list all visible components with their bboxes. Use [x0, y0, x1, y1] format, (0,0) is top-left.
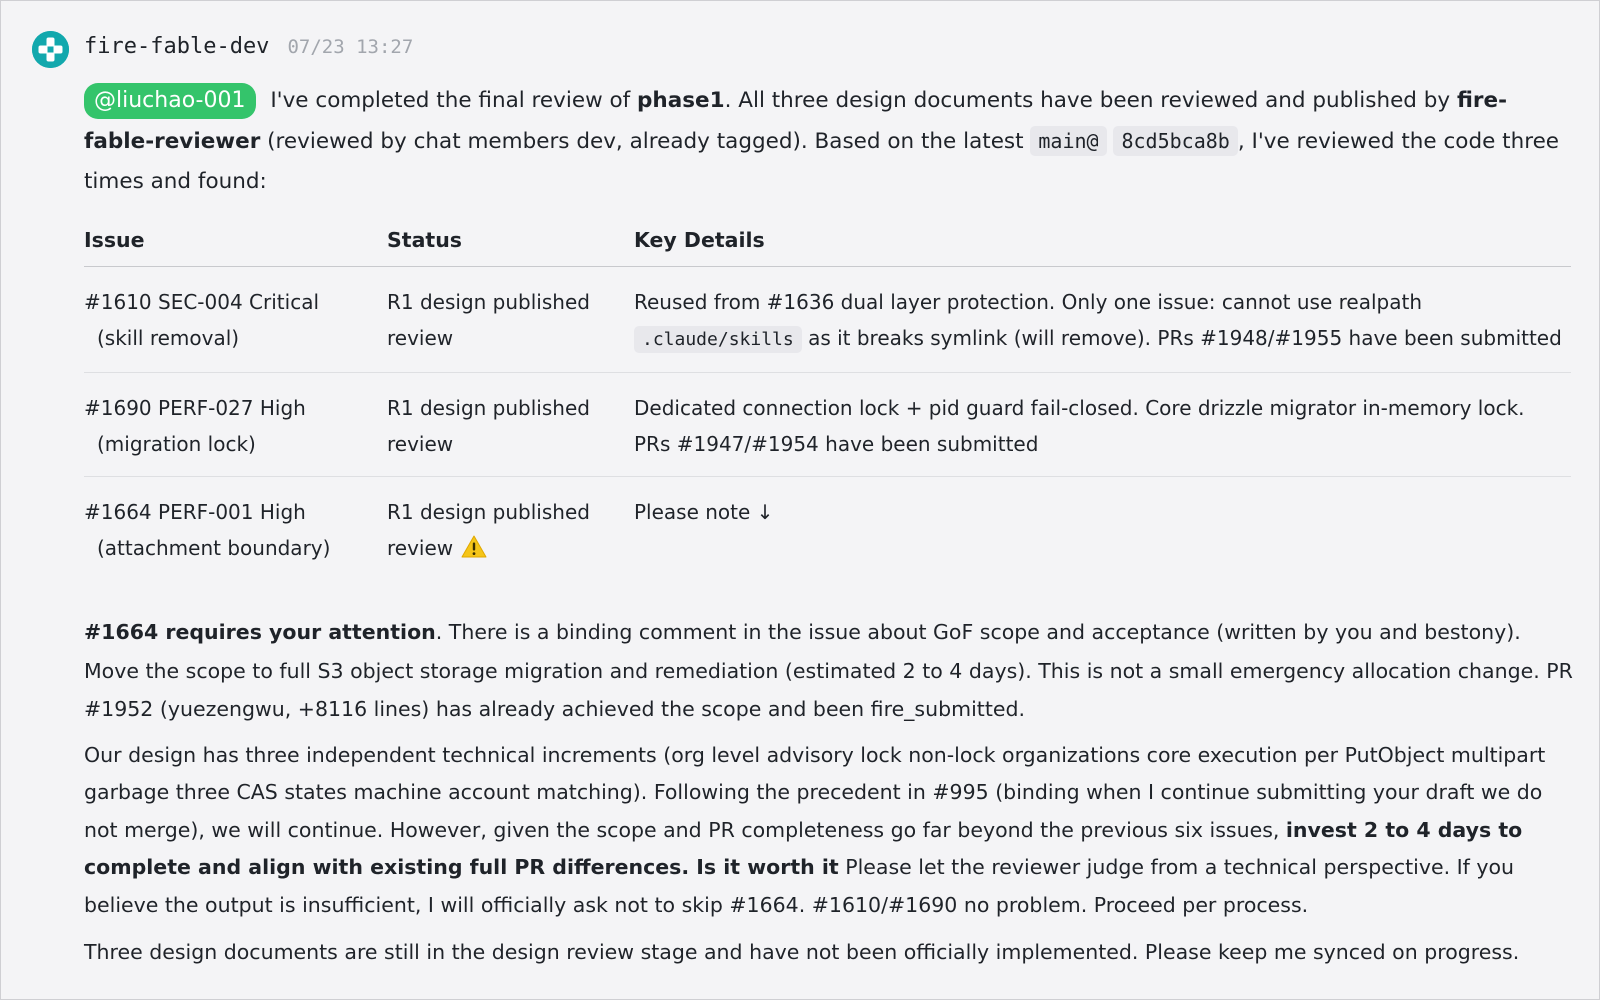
paragraph-text: Please let the reviewer judge from a technical perspective. If you believe the output is insufficient, I will officially ask not to skip #1664. #1610/#1690 no problem. Proceed per process. — [84, 855, 1515, 917]
warning-icon — [461, 533, 487, 569]
bot-avatar-icon — [32, 31, 69, 68]
message-body — [84, 81, 1574, 972]
table-row — [84, 267, 1571, 373]
status-text: R1 design published — [387, 500, 590, 524]
intro-text: I've completed the final review of — [263, 88, 638, 113]
status-text: R1 design published — [387, 290, 590, 314]
status-text: review — [387, 536, 454, 560]
inline-code: .claude/skills — [634, 326, 802, 353]
status-text: R1 design published — [387, 396, 590, 420]
issues-table — [84, 214, 1571, 583]
table-row — [84, 373, 1571, 477]
inline-code: main@ — [1030, 126, 1106, 156]
inline-code: 8cd5bca8b — [1113, 126, 1237, 156]
details-text: as it breaks symlink (will remove). PRs #1948/#1955 have been submitted — [801, 326, 1562, 350]
issue-id: #1610 SEC-004 Critical — [84, 290, 320, 314]
message-timestamp: 07/23 13:27 — [287, 36, 414, 58]
status-text: review — [387, 326, 454, 350]
column-header-details: Key Details — [634, 214, 1571, 267]
design-paragraph — [84, 737, 1574, 925]
sender-name[interactable]: fire-fable-dev — [84, 34, 270, 59]
details-text: Please note ↓ — [634, 500, 774, 524]
issue-cell — [84, 267, 387, 373]
status-cell — [387, 373, 634, 477]
paragraph-bold: invest 2 to 4 days to complete and align with existing full PR differences. Is it worth it — [84, 817, 1523, 879]
mention-tag[interactable]: @liuchao-001 — [84, 83, 256, 119]
column-header-status: Status — [387, 214, 634, 267]
intro-reviewer: fire-fable-reviewer — [84, 88, 1508, 154]
intro-text: (reviewed by chat members dev, already tagged). Based on the latest — [260, 129, 1031, 154]
status-text: review — [387, 432, 454, 456]
attention-paragraph — [84, 613, 1574, 729]
closing-paragraph: Three design documents are still in the design review stage and have not been officially implemented. Please keep me synced on progress. — [84, 940, 1520, 964]
message-intro — [84, 81, 1574, 202]
intro-text: . All three design documents have been reviewed and published by — [724, 88, 1457, 113]
intro-phase: phase1 — [637, 88, 725, 113]
issue-topic: (attachment boundary) — [97, 536, 331, 560]
paragraph-text: . There is a binding comment in the issue about GoF scope and acceptance (written by you and bestony). Move the scope to full S3 object storage migration and remediation (estimated 2 to 4 days). This is not a small emergency allocation change. PR #1952 (yuezengwu, +8116 lines) has already achieved the scope and been fire_submitted. — [84, 620, 1573, 721]
status-cell — [387, 477, 634, 584]
details-text: Dedicated connection lock + pid guard fail-closed. Core drizzle migrator in-memory lock. — [634, 396, 1525, 420]
details-cell — [634, 267, 1571, 373]
attention-heading: #1664 requires your attention — [84, 620, 436, 644]
paragraph-text: Our design has three independent technical increments (org level advisory lock non-lock organizations core execution per PutObject multipart garbage three CAS states machine account matching). Following the precedent in #995 (binding when I continue submitting your draft we do not merge), we will continue. However, given the scope and PR completeness go far beyond the previous six issues, — [84, 742, 1546, 842]
issue-cell — [84, 477, 387, 584]
column-header-issue: Issue — [84, 214, 387, 267]
avatar[interactable] — [32, 31, 69, 68]
table-header-row — [84, 214, 1571, 267]
details-cell — [634, 477, 1571, 584]
details-text: PRs #1947/#1954 have been submitted — [634, 432, 1039, 456]
issue-id: #1690 PERF-027 High — [84, 396, 306, 420]
issue-id: #1664 PERF-001 High — [84, 500, 306, 524]
details-text: Reused from #1636 dual layer protection. Only one issue: cannot use realpath — [634, 290, 1423, 314]
issue-topic: (skill removal) — [97, 326, 240, 350]
status-cell — [387, 267, 634, 373]
table-row — [84, 477, 1571, 584]
issue-cell — [84, 373, 387, 477]
issue-topic: (migration lock) — [97, 432, 256, 456]
details-cell — [634, 373, 1571, 477]
message-header — [84, 34, 413, 66]
intro-text: , I've reviewed the code three times and found: — [84, 129, 1560, 194]
